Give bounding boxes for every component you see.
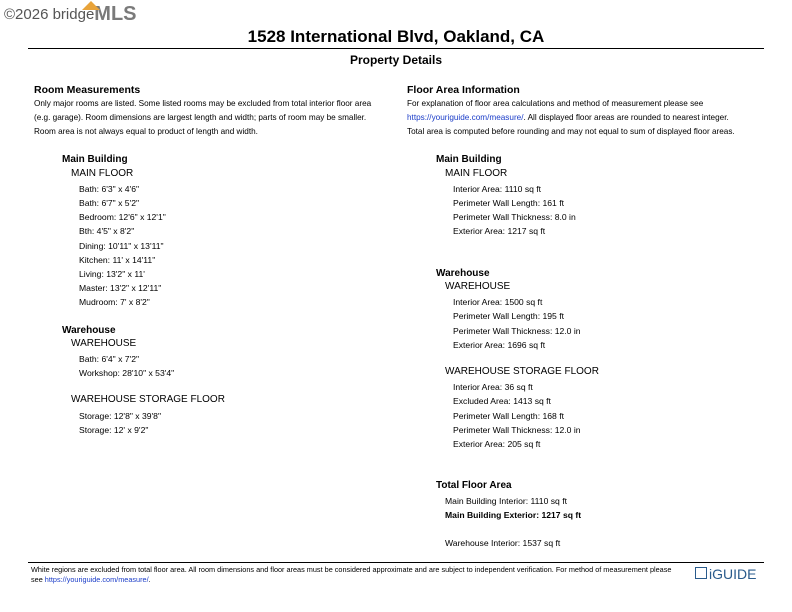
section-warehouse: Warehouse (436, 268, 490, 279)
footer-period: . (148, 575, 151, 584)
footer-measure-link[interactable]: https://youriguide.com/measure/ (44, 575, 149, 584)
area-item: Perimeter Wall Thickness: 12.0 in (453, 425, 581, 435)
iguide-prefix: i (709, 566, 713, 582)
section-main-building: Main Building (62, 154, 128, 165)
logo-brand-text: MLS (94, 3, 137, 25)
area-item: Interior Area: 1110 sq ft (453, 184, 542, 194)
room-item: Bath: 6'4" x 7'2" (79, 354, 140, 364)
area-item: Interior Area: 36 sq ft (453, 382, 533, 392)
area-item: Interior Area: 1500 sq ft (453, 297, 543, 307)
page-subtitle: Property Details (349, 53, 443, 67)
area-item: Exterior Area: 205 sq ft (453, 439, 541, 449)
total-floor-area-heading: Total Floor Area (436, 480, 512, 491)
total-item: Warehouse Interior: 1537 sq ft (445, 538, 561, 548)
area-item: Exterior Area: 1696 sq ft (453, 340, 546, 350)
room-measurements-intro (34, 97, 371, 139)
room-measurements-heading: Room Measurements (34, 84, 141, 96)
area-item: Perimeter Wall Length: 161 ft (453, 198, 564, 208)
room-item: Bath: 6'7" x 5'2" (79, 198, 140, 208)
room-item: Storage: 12' x 9'2" (79, 425, 149, 435)
page-title: 1528 International Blvd, Oakland, CA (247, 27, 545, 46)
area-item: Perimeter Wall Length: 168 ft (453, 411, 564, 421)
iguide-brand: GUIDE (712, 566, 757, 582)
iguide-box-icon (695, 567, 707, 579)
room-item: Bedroom: 12'6" x 12'1" (79, 212, 166, 222)
area-item: Excluded Area: 1413 sq ft (453, 396, 551, 406)
area-item: Perimeter Wall Thickness: 12.0 in (453, 326, 581, 336)
room-item: Master: 13'2" x 12'11" (79, 283, 162, 293)
floor-warehouse: WAREHOUSE (445, 281, 511, 292)
iguide-logo (695, 566, 756, 582)
room-item: Kitchen: 11' x 14'11" (79, 255, 156, 265)
intro-line: (e.g. garage). Room dimensions are largest length and width; parts of room may be smaller. (34, 113, 367, 122)
area-item: Perimeter Wall Thickness: 8.0 in (453, 212, 576, 222)
room-item: Workshop: 28'10" x 53'4" (79, 368, 175, 378)
intro-line: Only major rooms are listed. Some listed rooms may be excluded from total interior floor area (34, 99, 372, 108)
room-item: Dining: 10'11" x 13'11" (79, 241, 164, 251)
floor-warehouse-storage: WAREHOUSE STORAGE FLOOR (71, 394, 225, 405)
intro-line: For explanation of floor area calculations and method of measurement please see (407, 99, 704, 108)
total-item: Main Building Interior: 1110 sq ft (445, 496, 567, 506)
logo-copyright-text: ©2026 bridge (4, 6, 95, 23)
logo-roof-icon (82, 1, 100, 10)
intro-line (407, 111, 735, 125)
room-item: Mudroom: 7' x 8'2" (79, 297, 150, 307)
footer-line: White regions are excluded from total floor area. All room dimensions and floor areas must be considered approximate and are subject to independent verification. For method of measurement please (31, 565, 672, 574)
room-item: Storage: 12'8" x 39'8" (79, 411, 162, 421)
title-divider (28, 48, 764, 49)
floor-area-intro (407, 97, 735, 139)
total-item-bold: Main Building Exterior: 1217 sq ft (445, 510, 582, 520)
footer-line (31, 575, 671, 585)
footer-disclaimer (31, 565, 671, 585)
intro-line: Total area is computed before rounding and may not equal to sum of displayed floor areas. (407, 127, 735, 136)
floor-warehouse-storage: WAREHOUSE STORAGE FLOOR (445, 366, 599, 377)
footer-divider (28, 562, 764, 563)
room-item: Bth: 4'5" x 8'2" (79, 226, 135, 236)
footer-see: see (31, 575, 45, 584)
room-item: Living: 13'2" x 11' (79, 269, 145, 279)
floor-main-floor: MAIN FLOOR (71, 168, 134, 179)
intro-line: Room area is not always equal to product of length and width. (34, 127, 258, 136)
section-main-building: Main Building (436, 154, 502, 165)
floor-warehouse: WAREHOUSE (71, 338, 137, 349)
floor-area-heading: Floor Area Information (407, 84, 520, 96)
floor-main-floor: MAIN FLOOR (445, 168, 508, 179)
area-item: Exterior Area: 1217 sq ft (453, 226, 546, 236)
room-item: Bath: 6'3" x 4'6" (79, 184, 140, 194)
measure-link[interactable]: https://youriguide.com/measure/ (407, 113, 524, 122)
area-item: Perimeter Wall Length: 195 ft (453, 311, 564, 321)
intro-line-rest: . All displayed floor areas are rounded to nearest integer. (523, 113, 729, 122)
section-warehouse: Warehouse (62, 325, 116, 336)
